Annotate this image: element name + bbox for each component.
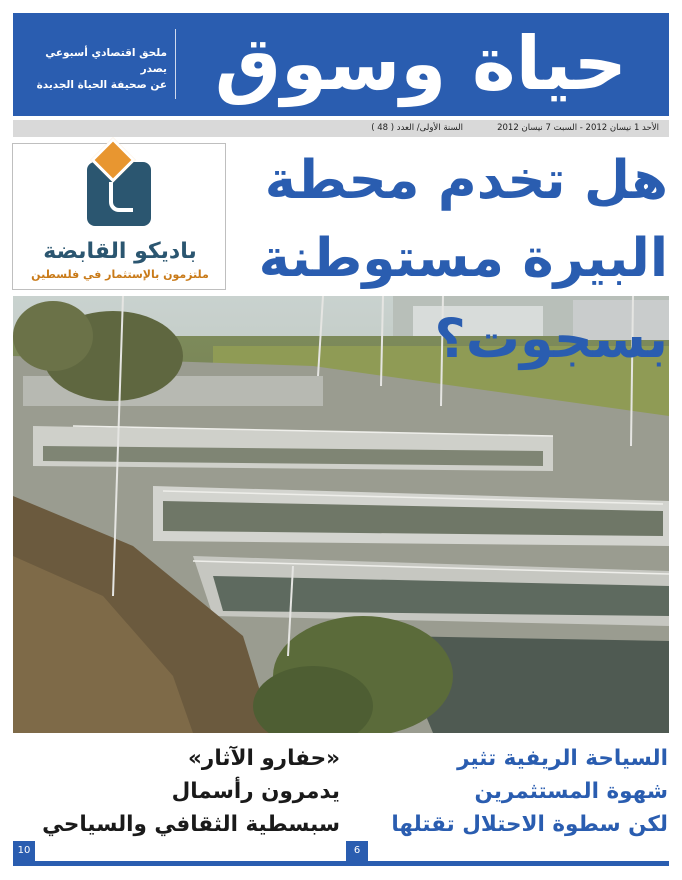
tagline-line-2: عن صحيفة الحياة الجديدة [36,79,167,91]
logo-mark-icon [109,182,133,212]
story-right-line-1: السياحة الريفية تثير [457,746,668,771]
story-right-line-2: شهوة المستثمرين [474,779,668,804]
masthead-tagline [35,45,167,93]
masthead-divider [175,29,176,99]
headline-line-2: البيرة مستوطنة [258,228,668,289]
sponsor-brand: باديكو القابضة [43,239,197,264]
headline-line-3: بسجوت؟ [434,307,668,370]
bottom-rule [13,861,669,866]
dateline-bar [13,120,669,137]
issue-dates: الأحد 1 نيسان 2012 - السبت 7 نيسان 2012 [497,123,659,133]
story-left-line-2: يدمرون رأسمال [171,779,340,804]
page-number-badge[interactable]: 6 [346,841,368,861]
tagline-line-1: ملحق اقتصادي أسبوعي يصدر [45,47,167,75]
story-antiquities-diggers[interactable] [42,742,340,841]
story-left-line-1: «حفارو الآثار» [188,746,340,771]
sponsor-ad[interactable] [12,143,226,290]
issue-number: السنة الأولى/ العدد ( 48 ) [371,123,463,133]
story-rural-tourism[interactable] [391,742,668,841]
headline-line-1: هل تخدم محطة [264,150,668,211]
story-right-line-3: لكن سطوة الاحتلال تقتلها [391,812,668,837]
story-left-line-3: سبسطية الثقافي والسياحي [42,812,340,837]
page-number-badge[interactable]: 10 [13,841,35,861]
sponsor-slogan: ملتزمون بالإستثمار في فلسطين [31,268,209,281]
masthead-title: حياة وسوق [214,21,627,107]
masthead [13,13,669,116]
